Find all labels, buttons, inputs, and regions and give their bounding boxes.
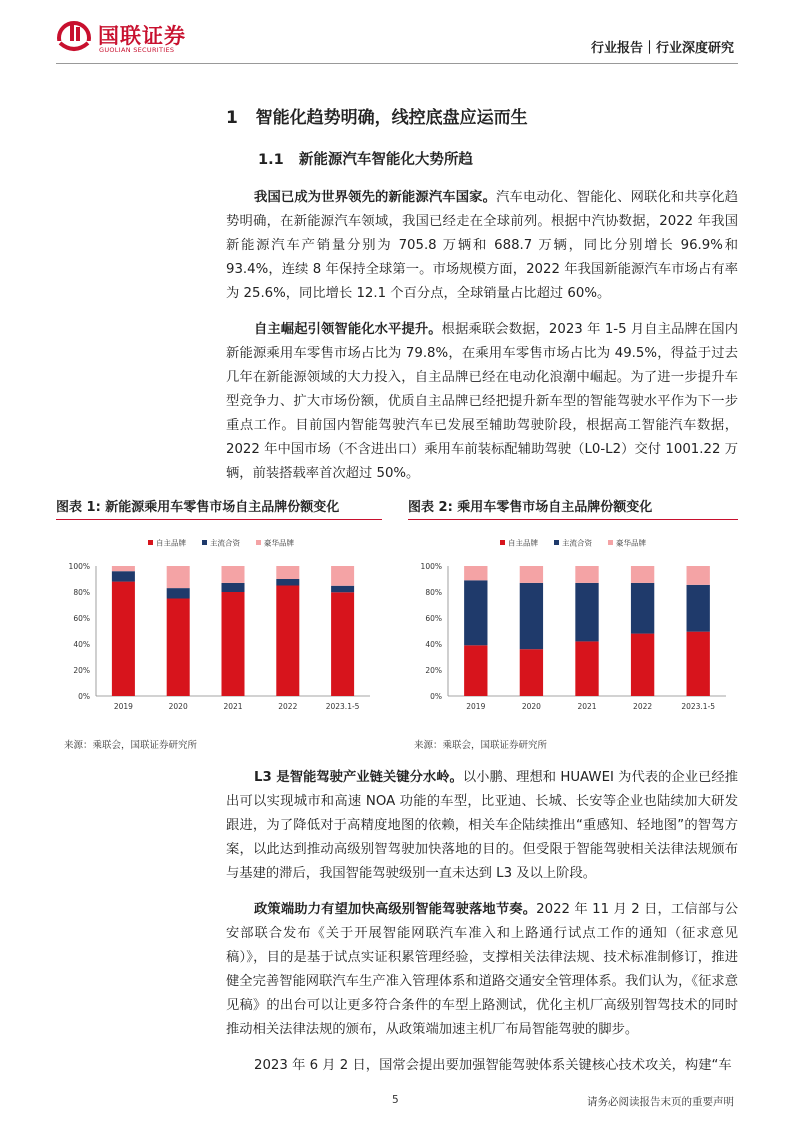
- y-tick-label: 20%: [73, 666, 90, 675]
- bar-segment: [464, 645, 487, 696]
- bar-segment: [520, 583, 543, 649]
- x-tick-label: 2023.1-5: [325, 702, 360, 711]
- figure-1-title: 图表 1: 新能源乘用车零售市场自主品牌份额变化: [56, 500, 340, 515]
- paragraph-3: [226, 766, 738, 886]
- x-tick-label: 2022: [278, 702, 298, 711]
- y-tick-label: 20%: [425, 666, 442, 675]
- footer-disclaimer: 请务必阅读报告末页的重要声明: [587, 1096, 734, 1108]
- brand-logo: [56, 19, 92, 55]
- figure-1-source: 来源：乘联会，国联证券研究所: [64, 740, 198, 751]
- x-tick-label: 2023.1-5: [681, 702, 716, 711]
- report-type: 行业报告｜行业深度研究: [590, 41, 734, 56]
- legend-label: 豪华品牌: [264, 538, 294, 548]
- chart-2: [408, 528, 738, 728]
- bar-segment: [331, 586, 354, 593]
- y-tick-label: 0%: [78, 692, 90, 701]
- bar-segment: [687, 585, 710, 632]
- bar-segment: [276, 586, 299, 697]
- bar-segment: [167, 588, 190, 598]
- bar-segment: [687, 632, 710, 696]
- y-tick-label: 60%: [73, 614, 90, 623]
- bar-segment: [221, 592, 244, 696]
- header-divider: [56, 63, 738, 64]
- bar-segment: [520, 566, 543, 583]
- bar-segment: [575, 566, 598, 583]
- paragraph-2: [226, 318, 738, 486]
- legend-swatch-2: [256, 540, 261, 545]
- paragraph-5-body: 2023 年 6 月 2 日，国常会提出要加强智能驾驶体系关键核心技术攻关，构建“车: [254, 1058, 732, 1073]
- bar-segment: [575, 641, 598, 696]
- bar-segment: [520, 649, 543, 696]
- paragraph-1-lead: 我国已成为世界领先的新能源汽车国家。: [254, 190, 497, 205]
- x-tick-label: 2022: [633, 702, 653, 711]
- bar-segment: [331, 566, 354, 586]
- legend-swatch-1: [202, 540, 207, 545]
- legend-swatch-0: [500, 540, 505, 545]
- x-tick-label: 2019: [113, 702, 133, 711]
- paragraph-4-body: 2022 年 11 月 2 日，工信部与公安部联合发布《关于开展智能网联汽车准入和上路通行试点工作的通知（征求意见稿）》，目的是基于试点实证积累管理经验，支撑相关法律法规、技术标准制修订，推进健全完善智能网联汽车生产准入管理体系和道路交通安全管理体系。我们认为，《征求意见稿》的出台可以让更多符合条件的车型上路测试，优化主机厂高级别智驾技术的同时推动相关法律法规的颁布，从政策端加速主机厂布局智能驾驶的脚步。: [226, 902, 739, 1037]
- bar-segment: [331, 592, 354, 696]
- y-tick-label: 100%: [420, 562, 442, 571]
- bar-segment: [221, 583, 244, 592]
- figure-1-title-bar: [56, 496, 382, 520]
- paragraph-1: [226, 186, 738, 306]
- bar-segment: [167, 566, 190, 588]
- bar-segment: [631, 634, 654, 696]
- bar-segment: [112, 566, 135, 571]
- brand-logo-icon: [56, 19, 92, 55]
- legend-label: 主流合资: [210, 538, 240, 548]
- x-tick-label: 2021: [223, 702, 243, 711]
- bar-segment: [464, 580, 487, 645]
- paragraph-3-lead: L3 是智能驾驶产业链关键分水岭。: [254, 770, 463, 785]
- bar-segment: [221, 566, 244, 583]
- y-tick-label: 100%: [68, 562, 90, 571]
- y-tick-label: 40%: [425, 640, 442, 649]
- x-tick-label: 2020: [168, 702, 188, 711]
- paragraph-2-body: 根据乘联会数据，2023 年 1-5 月自主品牌在国内新能源乘用车零售市场占比为 79.8%，在乘用车零售市场占比为 49.5%，得益于过去几年在新能源领域的大力投入，自主品牌已经在电动化浪潮中崛起。为了进一步提升车型竞争力、扩大市场份额，优质自主品牌已经把提升新车型的智能驾驶水平作为下一步重点工作。目前国内智能驾驶汽车已发展至辅助驾驶阶段，根据高工智能汽车数据，2022 年中国市场（不含进出口）乘用车前装标配辅助驾驶（L0-L2）交付 1001.22 万辆，前装搭载率首次超过 50%。: [226, 322, 738, 481]
- y-tick-label: 80%: [73, 588, 90, 597]
- brand-name-en: GUOLIAN SECURITIES: [99, 46, 175, 54]
- x-tick-label: 2021: [577, 702, 597, 711]
- x-tick-label: 2019: [466, 702, 486, 711]
- y-tick-label: 0%: [430, 692, 442, 701]
- page-number: 5: [392, 1094, 399, 1106]
- bar-segment: [575, 583, 598, 642]
- figure-2-title-bar: [408, 496, 738, 520]
- bar-segment: [687, 566, 710, 585]
- brand-name: 国联证券: [98, 24, 186, 48]
- figure-2-source: 来源：乘联会，国联证券研究所: [414, 740, 548, 751]
- bar-segment: [631, 566, 654, 583]
- bar-segment: [276, 566, 299, 579]
- paragraph-2-lead: 自主崛起引领智能化水平提升。: [254, 322, 442, 337]
- paragraph-1-body: 汽车电动化、智能化、网联化和共享化趋势明确，在新能源汽车领域，我国已经走在全球前列。根据中汽协数据，2022 年我国新能源汽车产销量分别为 705.8 万辆和 688.7 万辆，同比分别增长 96.9%和 93.4%，连续 8 年保持全球第一。市场规模方面，2022 年我国新能源汽车市场占有率为 25.6%，同比增长 12.1 个百分点，全球销量占比超过 60%。: [226, 190, 739, 301]
- y-tick-label: 80%: [425, 588, 442, 597]
- legend-label: 自主品牌: [156, 538, 186, 548]
- chart-1: [56, 528, 382, 728]
- legend-label: 主流合资: [562, 538, 592, 548]
- bar-segment: [631, 583, 654, 634]
- bar-segment: [112, 571, 135, 581]
- figure-2-title: 图表 2: 乘用车零售市场自主品牌份额变化: [408, 500, 653, 515]
- paragraph-3-body: 以小鹏、理想和 HUAWEI 为代表的企业已经推出可以实现城市和高速 NOA 功能的车型，比亚迪、长城、长安等企业也陆续加大研发跟进，为了降低对于高精度地图的依赖，相关车企陆续推出“重感知、轻地图”的智驾方案，以此达到推动高级别智驾驶加快落地的目的。但受限于智能驾驶相关法律法规颁布与基建的滞后，我国智能驾驶级别一直未达到 L3 及以上阶段。: [226, 770, 738, 881]
- section-title: 1 智能化趋势明确，线控底盘应运而生: [226, 108, 528, 128]
- paragraph-4: [226, 898, 738, 1042]
- legend-label: 豪华品牌: [616, 538, 646, 548]
- legend-label: 自主品牌: [508, 538, 538, 548]
- paragraph-5: [226, 1054, 738, 1078]
- subsection-title: 1.1 新能源汽车智能化大势所趋: [258, 152, 473, 168]
- bar-segment: [464, 566, 487, 580]
- legend-swatch-0: [148, 540, 153, 545]
- x-tick-label: 2020: [521, 702, 541, 711]
- paragraph-4-lead: 政策端助力有望加快高级别智能驾驶落地节奏。: [254, 902, 537, 917]
- bar-segment: [112, 582, 135, 696]
- bar-segment: [167, 599, 190, 697]
- legend-swatch-2: [608, 540, 613, 545]
- legend-swatch-1: [554, 540, 559, 545]
- y-tick-label: 60%: [425, 614, 442, 623]
- bar-segment: [276, 579, 299, 586]
- y-tick-label: 40%: [73, 640, 90, 649]
